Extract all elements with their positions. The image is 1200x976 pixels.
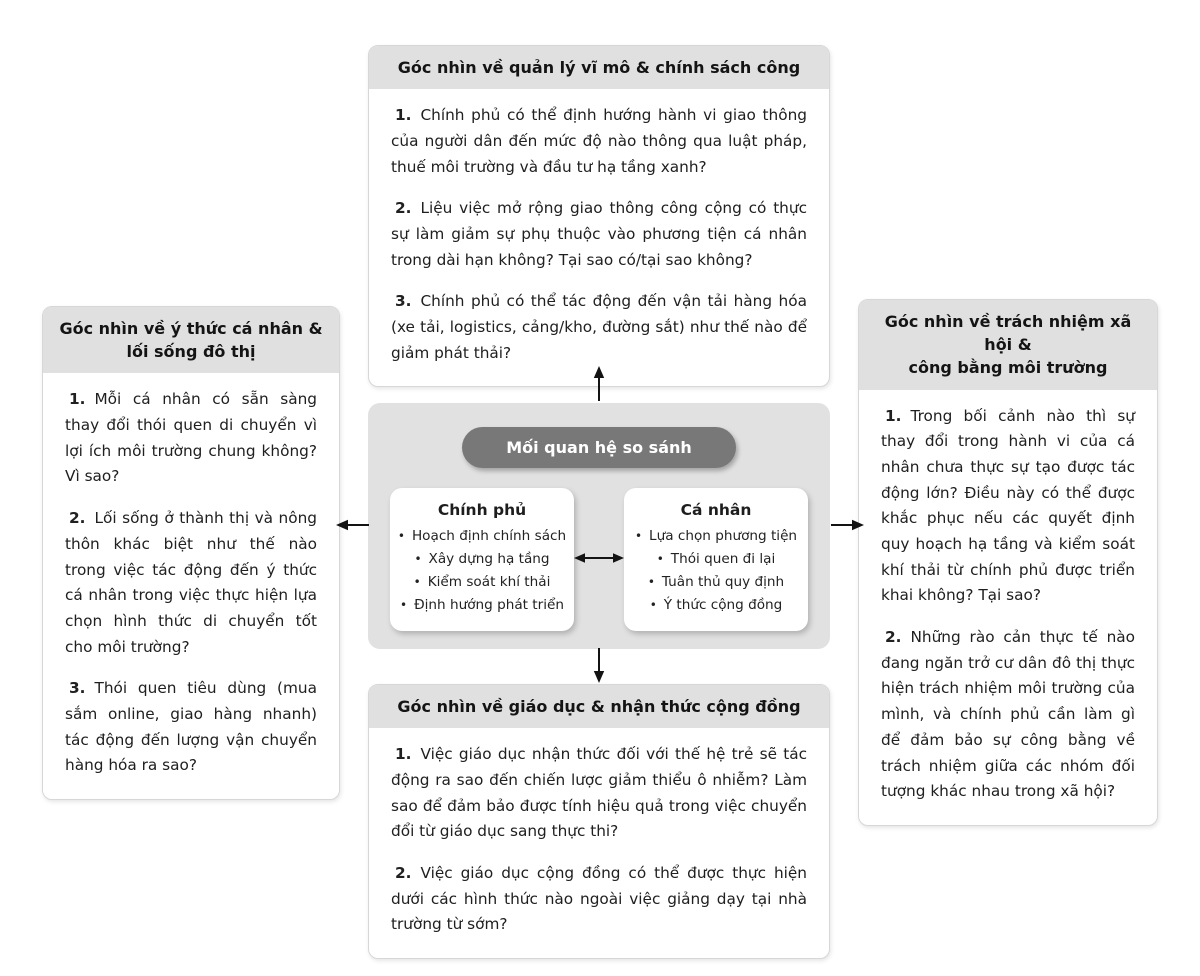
list-item [630,571,802,594]
question-item [391,103,807,180]
panel-social-responsibility-body [859,390,1157,825]
comparison-cards-row [390,488,808,631]
question-text: Việc giáo dục nhận thức đối với thế hệ trẻ sẽ tác động ra sao đến chiến lược giảm thiểu ô nhiễm? Làm sao để đảm bảo được tính hiệu quả trong việc chuyển đổi từ giáo dục sang thực thi? [391,745,807,841]
bullet-icon: • [414,552,422,566]
question-number: 3. [395,292,412,311]
question-number: 1. [69,390,86,409]
list-item-label: Xây dựng hạ tầng [428,551,550,567]
question-number: 2. [395,863,412,882]
individual-card-title: Cá nhân [680,501,752,519]
question-item [65,506,317,660]
list-item [630,594,802,617]
question-text: Mỗi cá nhân có sẵn sàng thay đổi thói quen di chuyển vì lợi ích môi trường chung không? Vì sao? [65,390,317,486]
list-item-label: Ý thức cộng đồng [663,597,783,613]
list-item [630,525,802,548]
panel-education-awareness-title: Góc nhìn về giáo dục & nhận thức cộng đồng [369,685,829,728]
title-line: công bằng môi trường [908,358,1108,378]
question-text: Chính phủ có thể tác động đến vận tải hàng hóa (xe tải, logistics, cảng/kho, đường sắt) như thế nào để giảm phát thải? [391,292,807,362]
question-number: 3. [69,679,86,698]
list-item [396,594,568,617]
bullet-icon: • [634,529,643,543]
question-item [391,289,807,366]
bullet-icon: • [400,598,408,612]
title-line: lối sống đô thị [126,342,256,362]
list-item-label: Định hướng phát triển [414,597,564,613]
panel-education-awareness [368,684,830,959]
panel-macro-policy [368,45,830,387]
question-item [65,387,317,490]
government-card-title: Chính phủ [437,501,527,519]
question-text: Chính phủ có thể định hướng hành vi giao thông của người dân đến mức độ nào thông qua luật pháp, thuế môi trường và đầu tư hạ tầng xanh? [391,106,807,176]
center-comparison-block [368,403,830,649]
list-item-label: Thói quen đi lại [670,551,776,567]
question-text: Việc giáo dục cộng đồng có thể được thực hiện dưới các hình thức nào ngoài việc giảng dạy tại nhà trường từ sớm? [391,863,807,934]
list-item-label: Hoạch định chính sách [411,528,567,544]
list-item-label: Kiểm soát khí thải [427,574,551,590]
panel-macro-policy-body [369,89,829,386]
list-item [630,548,802,571]
title-line: Góc nhìn về trách nhiệm xã hội & [884,312,1132,355]
panel-social-responsibility [858,299,1158,826]
list-item [396,525,568,548]
question-item [881,404,1135,610]
list-item-label: Tuân thủ quy định [661,574,785,590]
question-item [391,861,807,938]
panel-macro-policy-title: Góc nhìn về quản lý vĩ mô & chính sách công [369,46,829,89]
bullet-icon: • [656,552,664,566]
bullet-icon: • [413,575,421,589]
panel-social-responsibility-title [859,300,1157,390]
bullet-icon: • [397,529,405,543]
question-number: 1. [395,106,412,125]
panel-education-awareness-body [369,728,829,958]
government-card [390,488,574,631]
panel-personal-awareness-title [43,307,339,373]
bullet-icon: • [649,598,657,612]
comparison-relationship-pill: Mối quan hệ so sánh [462,427,736,468]
individual-card [624,488,808,631]
list-item-label: Lựa chọn phương tiện [649,528,798,544]
arrow-left-icon [336,518,370,532]
question-item [391,742,807,845]
panel-personal-awareness [42,306,340,800]
question-number: 2. [885,628,902,647]
question-item [881,625,1135,805]
list-item [396,571,568,594]
question-item [65,676,317,779]
double-headed-arrow-icon [574,550,624,569]
title-line: Góc nhìn về ý thức cá nhân & [59,319,323,338]
question-text: Những rào cản thực tế nào đang ngăn trở cư dân đô thị thực hiện trách nhiệm môi trường của mình, và chính phủ cần làm gì để đảm bảo sự công bằng về trách nhiệm giữa các nhóm đối tượng khác nhau trong xã hội? [881,628,1135,801]
question-number: 1. [395,745,412,764]
arrow-right-icon [830,518,864,532]
arrow-up-icon [592,366,606,402]
panel-personal-awareness-body [43,373,339,799]
question-text: Thói quen tiêu dùng (mua sắm online, giao hàng nhanh) tác động đến lượng vận chuyển hàng hóa ra sao? [65,679,317,775]
question-number: 1. [885,406,902,425]
arrow-down-icon [592,647,606,683]
bullet-icon: • [647,575,655,589]
question-item [391,196,807,273]
list-item [396,548,568,571]
question-text: Liệu việc mở rộng giao thông công cộng có thực sự làm giảm sự phụ thuộc vào phương tiện cá nhân trong dài hạn không? Tại sao có/tại sao không? [391,199,807,269]
question-text: Lối sống ở thành thị và nông thôn khác biệt như thế nào trong việc tác động đến ý thức cá nhân trong việc thực hiện lựa chọn hình thức di chuyển tốt cho môi trường? [65,509,317,656]
question-number: 2. [395,199,412,218]
question-number: 2. [69,509,86,528]
question-text: Trong bối cảnh nào thì sự thay đổi trong hành vi của cá nhân chưa thực sự tạo được tác động lớn? Điều này có thể được khắc phục nếu các quyết định quy hoạch hạ tầng và kiểm soát khí thải từ chính phủ được triển khai không? Tại sao? [881,406,1135,605]
